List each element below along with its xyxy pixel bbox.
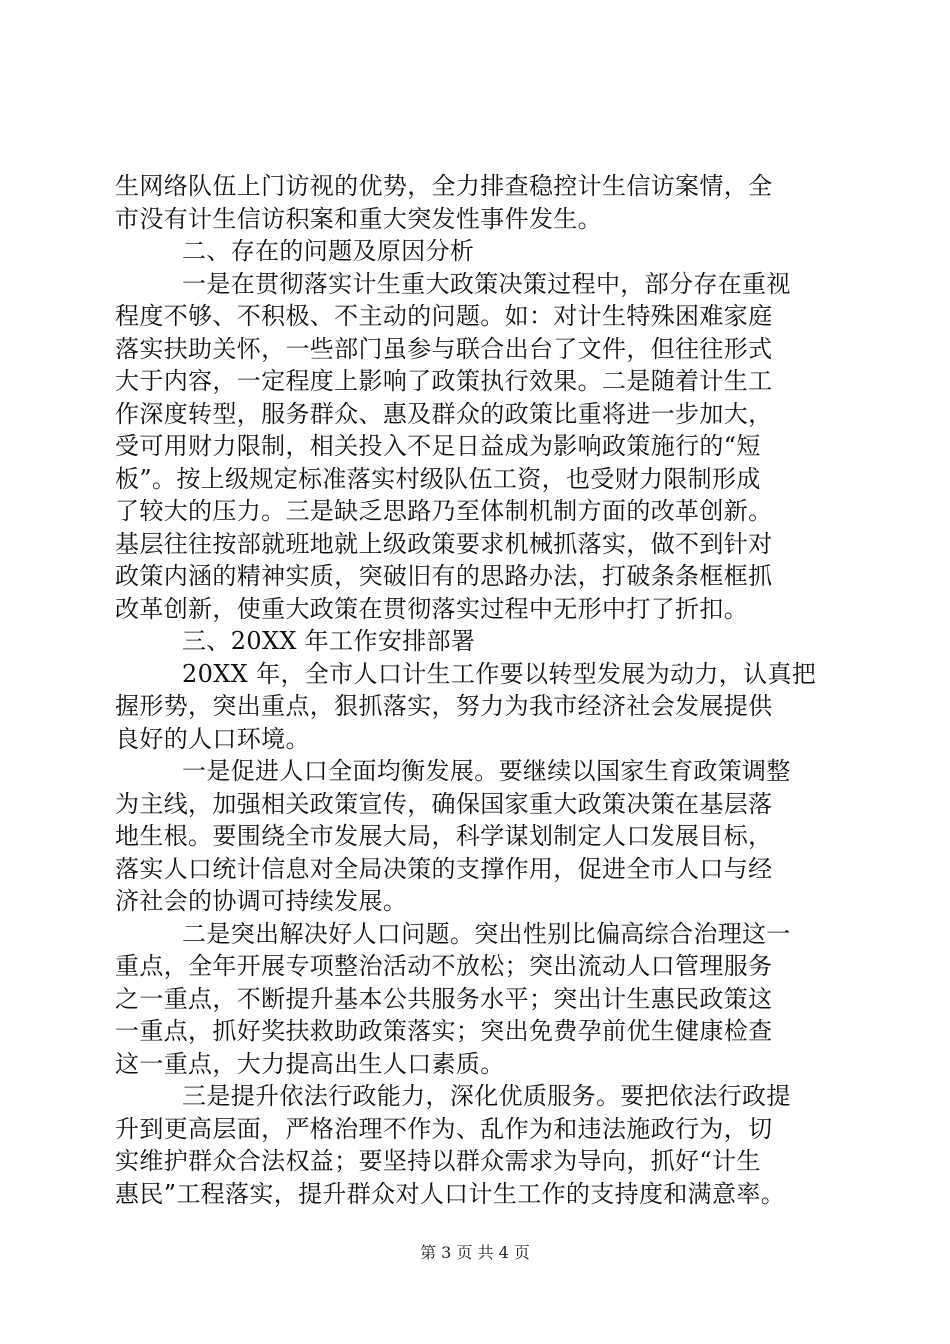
text-line: 升到更高层面，严格治理不作为、乱作为和违法施政行为，切 <box>115 1114 773 1143</box>
text-line: 落实人口统计信息对全局决策的支撑作用，促进全市人口与经 <box>115 854 773 883</box>
text-line: 生网络队伍上门访视的优势，全力排查稳控计生信访案情，全 <box>115 172 773 200</box>
text-line: 二是突出解决好人口问题。突出性别比偏高综合治理这一 <box>182 919 791 948</box>
text-line: 一是在贯彻落实计生重大政策决策过程中，部分存在重视 <box>182 269 791 298</box>
page-footer: 第 3 页 共 4 页 <box>420 1243 530 1262</box>
text-line: 握形势，突出重点，狠抓落实，努力为我市经济社会发展提供 <box>115 692 773 720</box>
text-line: 一重点，抓好奖扶救助政策落实；突出免费孕前优生健康检查 <box>115 1017 773 1045</box>
text-line: 实维护群众合法权益；要坚持以群众需求为导向，抓好“计生 <box>115 1147 761 1175</box>
text-line: 重点，全年开展专项整治活动不放松；突出流动人口管理服务 <box>115 952 773 980</box>
text-line: 三、20XX 年工作安排部署 <box>182 627 476 655</box>
text-line: 板”。按上级规定标准落实村级队伍工资，也受财力限制形成 <box>115 464 761 493</box>
text-line: 之一重点，不断提升基本公共服务水平；突出计生惠民政策这 <box>115 984 773 1013</box>
text-line: 基层往往按部就班地就上级政策要求机械抓落实，做不到针对 <box>115 529 773 558</box>
text-line: 了较大的压力。三是缺乏思路乃至体制机制方面的改革创新。 <box>115 497 773 525</box>
text-line: 为主线，加强相关政策宣传，确保国家重大政策决策在基层落 <box>115 789 773 818</box>
text-line: 市没有计生信访积案和重大突发性事件发生。 <box>115 204 602 233</box>
text-line: 大于内容，一定程度上影响了政策执行效果。二是随着计生工 <box>115 367 773 395</box>
text-line: 受可用财力限制，相关投入不足日益成为影响政策施行的“短 <box>115 432 761 460</box>
text-line: 一是促进人口全面均衡发展。要继续以国家生育政策调整 <box>182 757 791 785</box>
text-line: 济社会的协调可持续发展。 <box>115 887 408 915</box>
text-line: 良好的人口环境。 <box>115 724 310 753</box>
text-line: 三是提升依法行政能力，深化优质服务。要把依法行政提 <box>182 1082 791 1110</box>
text-line: 程度不够、不积极、不主动的问题。如：对计生特殊困难家庭 <box>115 302 773 330</box>
text-line: 落实扶助关怀，一些部门虽参与联合出台了文件，但往往形式 <box>115 334 773 363</box>
text-line: 改革创新，使重大政策在贯彻落实过程中无形中打了折扣。 <box>115 594 749 623</box>
text-line: 作深度转型，服务群众、惠及群众的政策比重将进一步加大， <box>115 399 773 428</box>
text-line: 地生根。要围绕全市发展大局，科学谋划制定人口发展目标， <box>115 822 773 850</box>
document-body <box>115 170 840 1210</box>
text-line: 惠民”工程落实，提升群众对人口计生工作的支持度和满意率。 <box>115 1179 786 1208</box>
text-line: 20XX 年，全市人口计生工作要以转型发展为动力，认真把 <box>182 659 817 688</box>
text-line: 政策内涵的精神实质，突破旧有的思路办法，打破条条框框抓 <box>115 562 773 590</box>
text-line: 二、存在的问题及原因分析 <box>182 237 475 265</box>
text-line: 这一重点，大力提高出生人口素质。 <box>115 1049 505 1078</box>
